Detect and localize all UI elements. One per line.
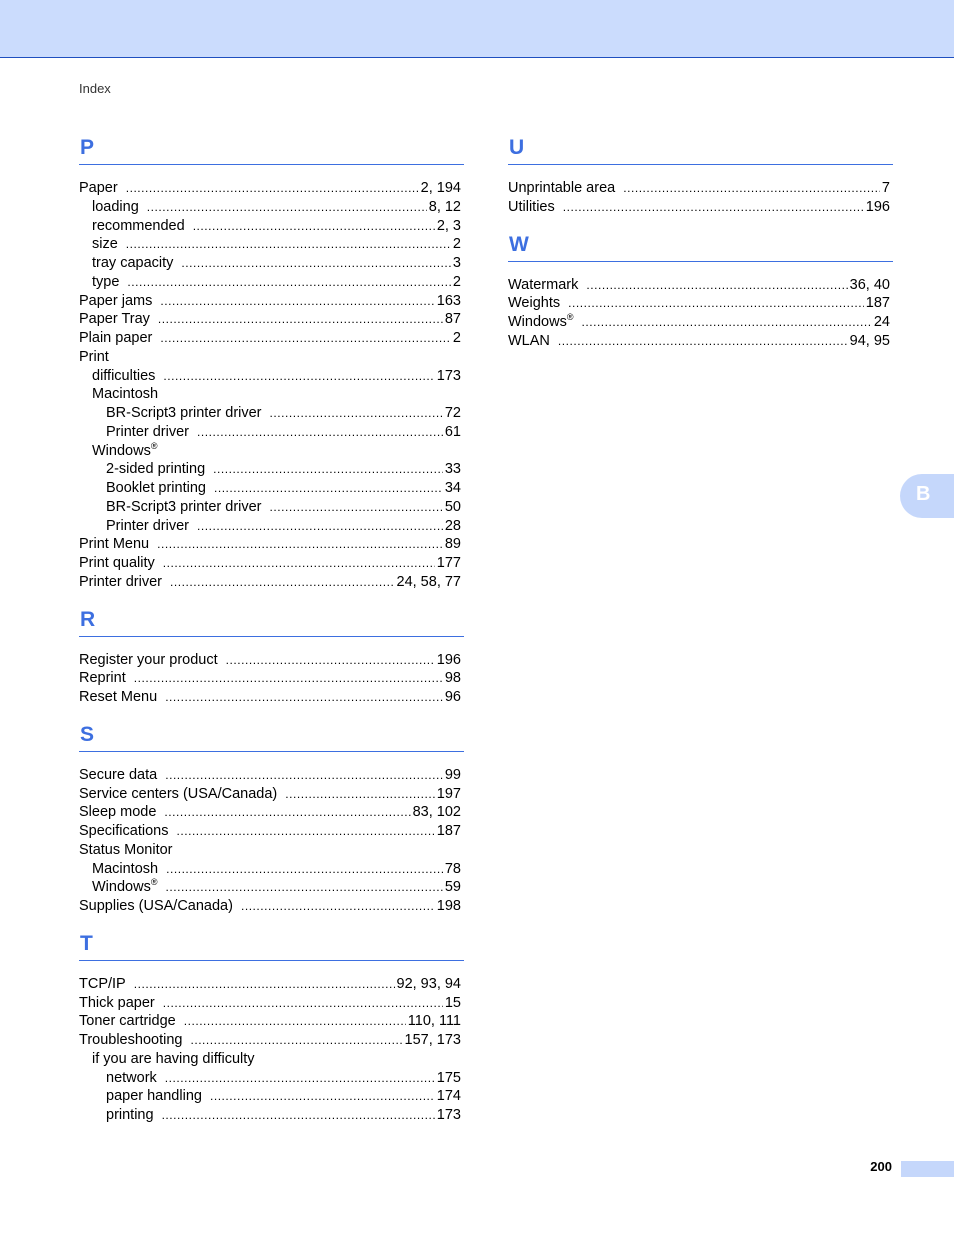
index-term bbox=[508, 179, 615, 198]
index-term bbox=[79, 994, 155, 1013]
index-term-text: Register your product bbox=[79, 651, 218, 668]
index-entry[interactable] bbox=[508, 276, 893, 295]
index-term bbox=[79, 822, 168, 841]
page-references[interactable]: 28 bbox=[444, 517, 461, 534]
index-entry[interactable] bbox=[79, 273, 464, 292]
index-term-text: Paper jams bbox=[79, 292, 153, 309]
index-term bbox=[79, 975, 126, 994]
dot-leader bbox=[160, 329, 451, 348]
dot-leader bbox=[165, 766, 443, 785]
dot-leader bbox=[162, 1106, 435, 1125]
index-entry[interactable] bbox=[79, 517, 464, 536]
index-entry[interactable] bbox=[79, 442, 464, 461]
index-entry[interactable] bbox=[79, 1012, 464, 1031]
index-term bbox=[79, 554, 155, 573]
index-entry[interactable] bbox=[79, 975, 464, 994]
index-term bbox=[106, 498, 262, 517]
index-term bbox=[79, 785, 277, 804]
index-entry[interactable] bbox=[508, 198, 893, 217]
top-banner bbox=[0, 0, 954, 58]
index-entry[interactable] bbox=[79, 348, 464, 367]
page-references[interactable]: 173 bbox=[436, 1107, 461, 1123]
index-entry[interactable] bbox=[79, 254, 464, 273]
index-entry[interactable] bbox=[79, 822, 464, 841]
index-term-text: Secure data bbox=[79, 766, 158, 783]
index-term-text: WLAN bbox=[508, 332, 550, 349]
index-term bbox=[79, 688, 157, 707]
index-entry[interactable] bbox=[79, 897, 464, 916]
index-entry[interactable] bbox=[79, 688, 464, 707]
index-term-text: Printer driver bbox=[106, 423, 189, 440]
page-references[interactable]: 175 bbox=[436, 1069, 461, 1086]
index-term bbox=[106, 1069, 157, 1088]
page-references[interactable]: 61 bbox=[444, 423, 461, 440]
index-term bbox=[79, 1031, 182, 1050]
page-references[interactable]: 163 bbox=[436, 292, 461, 309]
index-term bbox=[92, 442, 157, 461]
dot-leader bbox=[147, 198, 427, 217]
index-term-text: Macintosh bbox=[92, 386, 159, 403]
page-references[interactable]: 33 bbox=[444, 461, 461, 478]
dot-leader bbox=[126, 179, 419, 198]
index-term bbox=[79, 292, 152, 311]
index-entry[interactable] bbox=[508, 179, 893, 198]
page-references[interactable]: 98 bbox=[444, 670, 461, 687]
dot-leader bbox=[176, 822, 434, 841]
index-entry[interactable] bbox=[79, 573, 464, 592]
index-term bbox=[79, 766, 157, 785]
index-entry[interactable] bbox=[79, 535, 464, 554]
index-entry[interactable] bbox=[79, 423, 464, 442]
dot-leader bbox=[127, 273, 451, 292]
dot-leader bbox=[163, 994, 443, 1013]
index-term-text: recommended bbox=[92, 217, 185, 234]
registered-mark: ® bbox=[150, 877, 158, 888]
registered-mark: ® bbox=[566, 312, 574, 322]
index-term-text: difficulties bbox=[92, 367, 156, 384]
index-term bbox=[106, 460, 205, 479]
index-entry[interactable] bbox=[79, 460, 464, 479]
page-references[interactable]: 78 bbox=[444, 860, 461, 877]
index-term bbox=[79, 669, 126, 688]
page-references[interactable]: 2 bbox=[452, 236, 461, 253]
index-term-text: Watermark bbox=[508, 276, 579, 293]
page-references[interactable]: 157, 173 bbox=[404, 1032, 461, 1048]
index-entry[interactable] bbox=[79, 878, 464, 897]
index-term-text: Utilities bbox=[508, 198, 555, 215]
index-term-text: Paper Tray bbox=[79, 311, 150, 328]
index-entry[interactable] bbox=[508, 332, 893, 351]
page-references[interactable]: 3 bbox=[452, 255, 461, 271]
dot-leader bbox=[623, 179, 880, 198]
dot-leader bbox=[181, 254, 451, 273]
index-entries bbox=[79, 766, 464, 916]
index-entry[interactable] bbox=[79, 179, 464, 198]
dot-leader bbox=[193, 217, 435, 236]
index-term bbox=[79, 535, 149, 554]
section-letter: W bbox=[508, 231, 893, 262]
index-term-text: TCP/IP bbox=[79, 975, 126, 992]
index-term-text: Booklet printing bbox=[106, 480, 206, 496]
index-entry[interactable] bbox=[79, 385, 464, 404]
index-entry[interactable] bbox=[79, 404, 464, 423]
index-section-r bbox=[79, 606, 464, 707]
index-term bbox=[79, 841, 173, 860]
dot-leader bbox=[160, 292, 434, 311]
index-term-text: Troubleshooting bbox=[79, 1032, 183, 1048]
index-term bbox=[79, 573, 162, 592]
index-term-text: Supplies (USA/Canada) bbox=[79, 898, 233, 914]
index-entries bbox=[79, 179, 464, 592]
page-references[interactable]: 2 bbox=[452, 330, 461, 346]
page-references[interactable]: 2, 194 bbox=[420, 180, 461, 196]
index-term bbox=[92, 367, 155, 386]
registered-mark: ® bbox=[150, 440, 158, 451]
index-term-text: Weights bbox=[508, 295, 561, 312]
index-term bbox=[79, 310, 150, 329]
index-entry[interactable] bbox=[79, 785, 464, 804]
section-gap bbox=[79, 916, 464, 930]
dot-leader bbox=[170, 573, 395, 592]
page-references[interactable]: 2 bbox=[452, 273, 461, 290]
page-references[interactable]: 196 bbox=[865, 198, 890, 215]
index-section-t bbox=[79, 930, 464, 1125]
page-references[interactable]: 72 bbox=[444, 405, 461, 421]
index-term bbox=[92, 385, 158, 404]
index-term-text: type bbox=[92, 273, 120, 290]
index-entry[interactable] bbox=[79, 1031, 464, 1050]
page-references[interactable]: 187 bbox=[865, 295, 890, 312]
index-term-text: Reset Menu bbox=[79, 689, 158, 705]
index-term bbox=[92, 198, 139, 217]
index-entry[interactable] bbox=[79, 766, 464, 785]
index-term bbox=[92, 860, 158, 879]
dot-leader bbox=[270, 498, 443, 517]
index-entries bbox=[508, 179, 893, 217]
index-term-text: size bbox=[92, 236, 118, 253]
dot-leader bbox=[210, 1087, 435, 1106]
index-entry[interactable] bbox=[79, 217, 464, 236]
dot-leader bbox=[214, 479, 443, 498]
index-entry[interactable] bbox=[79, 1087, 464, 1106]
index-term-text: Print quality bbox=[79, 555, 155, 571]
index-term-text: BR-Script3 printer driver bbox=[106, 498, 262, 515]
index-term-text: Print Menu bbox=[79, 536, 150, 553]
index-entry[interactable] bbox=[79, 554, 464, 573]
dot-leader bbox=[165, 688, 443, 707]
index-entry[interactable] bbox=[79, 651, 464, 670]
index-term-text: if you are having difficulty bbox=[92, 1050, 255, 1067]
index-term bbox=[508, 198, 555, 217]
page-references[interactable]: 196 bbox=[436, 651, 461, 668]
page-references[interactable]: 110, 111 bbox=[407, 1013, 461, 1030]
dot-leader bbox=[190, 1031, 402, 1050]
index-entry[interactable] bbox=[79, 1106, 464, 1125]
index-term bbox=[79, 803, 156, 822]
dot-leader bbox=[586, 276, 847, 295]
index-entry[interactable] bbox=[79, 235, 464, 254]
index-term-text: printing bbox=[106, 1107, 154, 1123]
index-term bbox=[508, 332, 550, 351]
index-term bbox=[106, 479, 206, 498]
index-section-p bbox=[79, 134, 464, 592]
index-term bbox=[79, 651, 218, 670]
index-column-left bbox=[79, 134, 464, 1125]
page-references[interactable]: 24, 58, 77 bbox=[396, 573, 461, 590]
index-term-text: Windows bbox=[92, 442, 151, 459]
dot-leader bbox=[563, 198, 864, 217]
index-entry[interactable] bbox=[79, 1069, 464, 1088]
page-references[interactable]: 8, 12 bbox=[428, 198, 461, 215]
index-entry[interactable] bbox=[79, 367, 464, 386]
index-term bbox=[79, 897, 233, 916]
index-section-s bbox=[79, 721, 464, 916]
page-references[interactable]: 15 bbox=[444, 994, 461, 1011]
index-term-text: Windows bbox=[508, 314, 567, 330]
index-term-text: Printer driver bbox=[79, 573, 162, 590]
dot-leader bbox=[285, 785, 435, 804]
dot-leader bbox=[568, 294, 864, 313]
dot-leader bbox=[165, 1069, 435, 1088]
index-term bbox=[106, 517, 189, 536]
index-term-text: tray capacity bbox=[92, 255, 174, 271]
index-entry[interactable] bbox=[79, 292, 464, 311]
section-gap bbox=[79, 592, 464, 606]
page-references[interactable]: 34 bbox=[444, 480, 461, 496]
index-entry[interactable] bbox=[79, 498, 464, 517]
index-entry[interactable] bbox=[79, 860, 464, 879]
page-references[interactable]: 94, 95 bbox=[849, 332, 890, 349]
index-term-text: Windows bbox=[92, 879, 151, 896]
section-gap bbox=[508, 217, 893, 231]
index-term bbox=[92, 1050, 255, 1069]
index-entry[interactable] bbox=[508, 313, 893, 332]
section-letter: S bbox=[79, 721, 464, 752]
index-entry[interactable] bbox=[79, 310, 464, 329]
index-term-text: Reprint bbox=[79, 670, 126, 687]
index-term-text: paper handling bbox=[106, 1088, 202, 1105]
page-references[interactable]: 83, 102 bbox=[412, 804, 461, 821]
dot-leader bbox=[157, 535, 443, 554]
index-term-text: Plain paper bbox=[79, 330, 153, 346]
index-term-text: network bbox=[106, 1069, 157, 1086]
page-references[interactable]: 24 bbox=[873, 314, 890, 330]
dot-leader bbox=[213, 460, 443, 479]
dot-leader bbox=[558, 332, 848, 351]
page-references[interactable]: 59 bbox=[444, 879, 461, 896]
page-references[interactable]: 174 bbox=[436, 1088, 461, 1105]
dot-leader bbox=[241, 897, 435, 916]
page-references[interactable]: 187 bbox=[436, 823, 461, 839]
index-term bbox=[106, 1106, 154, 1125]
chapter-tab[interactable] bbox=[900, 474, 954, 518]
index-term-text: 2-sided printing bbox=[106, 461, 206, 478]
dot-leader bbox=[163, 554, 435, 573]
index-term bbox=[79, 1012, 176, 1031]
index-term-text: Thick paper bbox=[79, 994, 155, 1011]
index-term bbox=[92, 878, 157, 897]
dot-leader bbox=[126, 235, 451, 254]
dot-leader bbox=[165, 878, 442, 897]
index-section-w bbox=[508, 231, 893, 351]
index-entry[interactable] bbox=[79, 198, 464, 217]
index-column-right bbox=[508, 134, 893, 351]
dot-leader bbox=[158, 310, 443, 329]
page-references[interactable]: 198 bbox=[436, 898, 461, 914]
index-term bbox=[508, 294, 560, 313]
index-term-text: Sleep mode bbox=[79, 804, 157, 821]
dot-leader bbox=[166, 860, 443, 879]
index-entry[interactable] bbox=[79, 803, 464, 822]
running-header: Index bbox=[79, 81, 111, 96]
index-term-text: Specifications bbox=[79, 823, 169, 839]
page-references[interactable]: 96 bbox=[444, 689, 461, 705]
index-term bbox=[106, 404, 262, 423]
index-entry[interactable] bbox=[79, 841, 464, 860]
dot-leader bbox=[184, 1012, 406, 1031]
page-references[interactable]: 50 bbox=[444, 498, 461, 515]
section-letter: U bbox=[508, 134, 893, 165]
index-term bbox=[79, 179, 118, 198]
index-entries bbox=[508, 276, 893, 351]
index-section-u bbox=[508, 134, 893, 217]
index-term-text: Macintosh bbox=[92, 860, 159, 877]
page-references[interactable]: 92, 93, 94 bbox=[396, 975, 461, 992]
index-term bbox=[92, 273, 119, 292]
dot-leader bbox=[270, 404, 443, 423]
index-term-text: Service centers (USA/Canada) bbox=[79, 785, 278, 802]
index-term-text: Toner cartridge bbox=[79, 1013, 176, 1030]
page-references[interactable]: 197 bbox=[436, 785, 461, 802]
section-letter: R bbox=[79, 606, 464, 637]
index-term bbox=[106, 423, 189, 442]
dot-leader bbox=[163, 367, 434, 386]
index-entry[interactable] bbox=[79, 994, 464, 1013]
index-term bbox=[92, 235, 118, 254]
index-entry[interactable] bbox=[508, 294, 893, 313]
index-entry[interactable] bbox=[79, 669, 464, 688]
dot-leader bbox=[134, 975, 395, 994]
index-term bbox=[106, 1087, 202, 1106]
dot-leader bbox=[581, 313, 871, 332]
dot-leader bbox=[226, 651, 435, 670]
footer-bar bbox=[901, 1161, 954, 1177]
page-references[interactable]: 87 bbox=[444, 311, 461, 328]
dot-leader bbox=[197, 517, 443, 536]
index-term bbox=[92, 217, 185, 236]
index-term bbox=[79, 329, 152, 348]
index-term-text: loading bbox=[92, 198, 139, 215]
section-letter: T bbox=[79, 930, 464, 961]
index-entries bbox=[79, 975, 464, 1125]
index-term-text: Print bbox=[79, 348, 109, 365]
dot-leader bbox=[197, 423, 443, 442]
index-term bbox=[508, 276, 578, 295]
page-references[interactable]: 2, 3 bbox=[436, 217, 461, 234]
index-entries bbox=[79, 651, 464, 707]
dot-leader bbox=[164, 803, 410, 822]
index-term-text: Unprintable area bbox=[508, 180, 616, 196]
page-references[interactable]: 36, 40 bbox=[849, 276, 890, 293]
dot-leader bbox=[134, 669, 443, 688]
index-term-text: Printer driver bbox=[106, 517, 189, 534]
chapter-tab-letter: B bbox=[916, 483, 931, 505]
index-term bbox=[92, 254, 173, 273]
index-entry[interactable] bbox=[79, 329, 464, 348]
page-references[interactable]: 177 bbox=[436, 555, 461, 571]
index-term bbox=[79, 348, 109, 367]
index-term-text: BR-Script3 printer driver bbox=[106, 405, 262, 421]
index-term-text: Paper bbox=[79, 180, 118, 196]
section-letter: P bbox=[79, 134, 464, 165]
index-term bbox=[508, 313, 573, 332]
page-references[interactable]: 173 bbox=[436, 367, 461, 384]
index-entry[interactable] bbox=[79, 479, 464, 498]
index-term-text: Status Monitor bbox=[79, 841, 173, 858]
section-gap bbox=[79, 707, 464, 721]
page-references[interactable]: 7 bbox=[881, 180, 890, 196]
page-number: 200 bbox=[870, 1159, 892, 1174]
page-references[interactable]: 99 bbox=[444, 766, 461, 783]
page-references[interactable]: 89 bbox=[444, 536, 461, 553]
index-entry[interactable] bbox=[79, 1050, 464, 1069]
